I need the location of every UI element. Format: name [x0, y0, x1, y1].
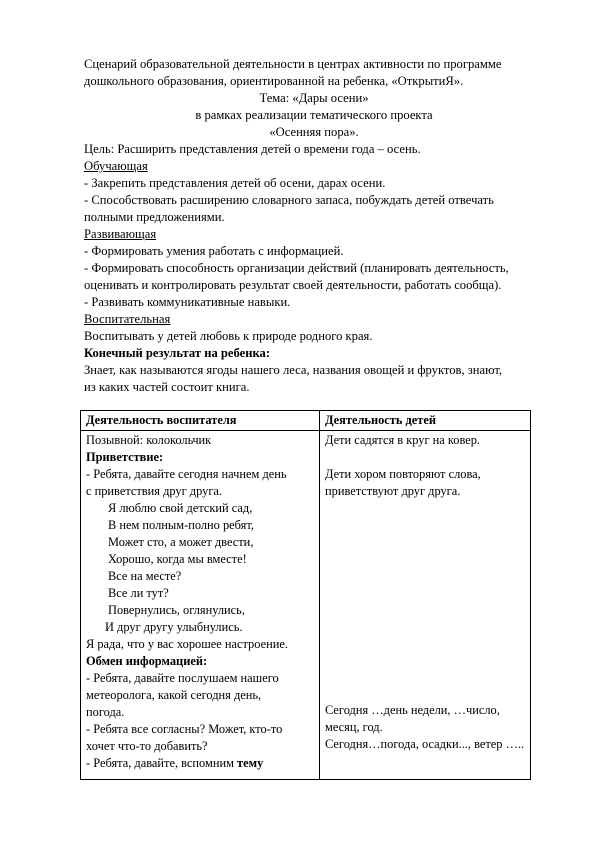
children-text: Дети хором повторяют слова,: [325, 467, 481, 481]
poem-line: Хорошо, когда мы вместе!: [108, 552, 247, 566]
table-header-row: [81, 411, 531, 431]
last-line-text: - Ребята, давайте, вспомним: [86, 756, 238, 770]
exchange-text: - Ребята все согласны? Может, кто-то: [86, 722, 283, 736]
exchange-text: погода.: [86, 705, 125, 719]
poem-line: И друг другу улыбнулись.: [105, 620, 243, 634]
children-text: месяц, год.: [325, 720, 383, 734]
poem-line: Я люблю свой детский сад,: [108, 501, 253, 515]
activity-table: [80, 410, 531, 780]
developing-item: - Формировать умения работать с информацией.: [84, 244, 344, 258]
poem-line: Все на месте?: [108, 569, 182, 583]
col-header-teacher: Деятельность воспитателя: [81, 411, 320, 431]
teaching-item: - Закрепить представления детей об осени, дарах осени.: [84, 176, 386, 190]
goal: Цель: Расширить представления детей о времени года – осень.: [84, 142, 421, 156]
call-sign: Позывной: колокольчик: [86, 433, 212, 447]
children-text: приветствуют друг друга.: [325, 484, 461, 498]
greeting-text: - Ребята, давайте сегодня начнем день: [86, 467, 287, 481]
exchange-text: хочет что-то добавить?: [86, 739, 208, 753]
teacher-activity-cell: [81, 431, 320, 780]
mood-text: Я рада, что у вас хорошее настроение.: [86, 637, 288, 651]
result-item: из каких частей состоит книга.: [84, 380, 250, 394]
greeting-title: Приветствие:: [86, 450, 164, 464]
header-line: Сценарий образовательной деятельности в центрах активности по программе: [84, 57, 502, 71]
developing-item: - Формировать способность организации действий (планировать деятельность,: [84, 261, 509, 275]
result-title: Конечный результат на ребенка:: [84, 346, 271, 360]
children-text: Сегодня…погода, осадки..., ветер …..: [325, 737, 525, 751]
developing-title: Развивающая: [84, 227, 157, 241]
children-activity-cell: [320, 431, 531, 780]
teaching-item: полными предложениями.: [84, 210, 225, 224]
educational-title: Воспитательная: [84, 312, 171, 326]
result-item: Знает, как называются ягоды нашего леса, названия овощей и фруктов, знают,: [84, 363, 503, 377]
document-body: [84, 56, 544, 396]
teaching-title: Обучающая: [84, 159, 148, 173]
developing-item: - Развивать коммуникативные навыки.: [84, 295, 291, 309]
developing-item: оценивать и контролировать результат своей деятельности, работать сообща).: [84, 278, 502, 292]
exchange-text: метеоролога, какой сегодня день,: [86, 688, 262, 702]
educational-item: Воспитывать у детей любовь к природе родного края.: [84, 329, 373, 343]
topic-line: Тема: «Дары осени»: [259, 91, 369, 105]
table-row: [81, 431, 531, 780]
header-line: дошкольного образования, ориентированной на ребенка, «ОткрытиЯ».: [84, 74, 464, 88]
children-text: Сегодня …день недели, …число,: [325, 703, 500, 717]
project-name: «Осенняя пора».: [269, 125, 359, 139]
children-weather-block: [325, 702, 524, 753]
project-line: в рамках реализации тематического проекта: [195, 108, 433, 122]
teaching-item: - Способствовать расширению словарного запаса, побуждать детей отвечать: [84, 193, 494, 207]
greeting-text: с приветствия друг друга.: [86, 484, 223, 498]
col-header-children: Деятельность детей: [320, 411, 531, 431]
poem-line: Может сто, а может двести,: [108, 535, 254, 549]
exchange-text: - Ребята, давайте послушаем нашего: [86, 671, 279, 685]
poem-line: Повернулись, оглянулись,: [108, 603, 245, 617]
exchange-title: Обмен информацией:: [86, 654, 208, 668]
exchange-text: [86, 755, 314, 772]
poem-line: В нем полным-полно ребят,: [108, 518, 254, 532]
last-line-bold: тему: [237, 756, 264, 770]
children-activity-block: [325, 432, 525, 778]
children-text: Дети садятся в круг на ковер.: [325, 433, 481, 447]
poem-line: Все ли тут?: [108, 586, 169, 600]
